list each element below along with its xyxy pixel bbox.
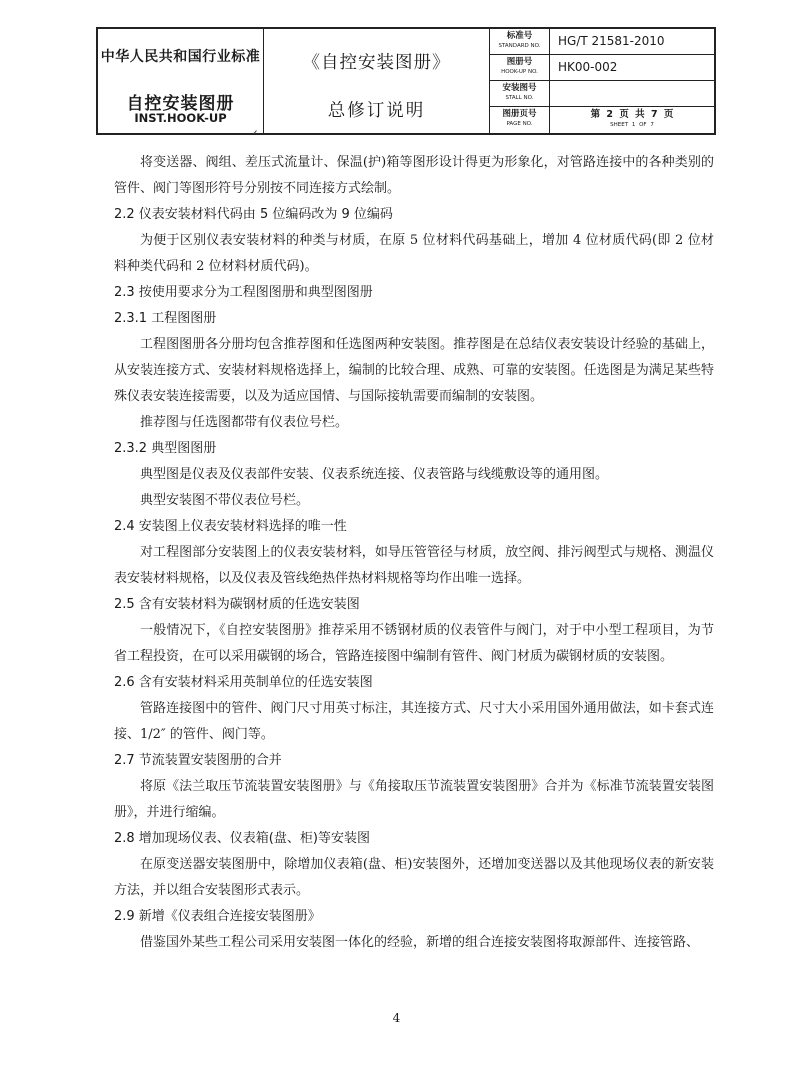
hookup-no-label-en: HOOK-UP NO. — [501, 69, 538, 75]
paragraph: 为便于区别仪表安装材料的种类与材质，在原 5 位材料代码基础上，增加 4 位材质代码(即 2 位材料种类代码和 2 位材料材质代码)。 — [114, 233, 714, 274]
section-heading: 2.4 安装图上仪表安装材料选择的唯一性 — [114, 519, 347, 534]
title-block — [96, 27, 716, 135]
section-heading: 2.8 增加现场仪表、仪表箱(盘、柜)等安装图 — [114, 831, 370, 846]
page-no-label-en: PAGE NO. — [506, 121, 533, 127]
stall-no-label-en: STALL NO. — [505, 95, 534, 101]
standard-no-row — [490, 29, 714, 55]
hookup-no-row — [490, 55, 714, 81]
document-body — [114, 150, 714, 956]
stall-no-row — [490, 81, 714, 107]
paragraph: 借鉴国外某些工程公司采用安装图一体化的经验，新增的组合连接安装图将取源部件、连接管路、 — [140, 935, 700, 950]
section-heading: 2.3.2 典型图图册 — [114, 441, 217, 456]
section-heading: 2.2 仪表安装材料代码由 5 位编码改为 9 位编码 — [114, 207, 393, 222]
doc-title: 总修订说明 — [327, 101, 426, 121]
section-heading: 2.7 节流装置安装图册的合并 — [114, 753, 282, 768]
atlas-title: 《自控安装图册》 — [302, 53, 451, 73]
section-heading: 2.5 含有安装材料为碳钢材质的任选安装图 — [114, 597, 360, 612]
paragraph: 典型图是仪表及仪表部件安装、仪表系统连接、仪表管路与线缆敷设等的通用图。 — [140, 467, 609, 482]
atlas-name-en: INST.HOOK-UP — [134, 111, 227, 125]
section-heading: 2.6 含有安装材料采用英制单位的任选安装图 — [114, 675, 373, 690]
paragraph: 将原《法兰取压节流装置安装图册》与《角接取压节流装置安装图册》合并为《标准节流装置安装图册》，并进行缩编。 — [114, 779, 714, 820]
standard-cell — [98, 29, 264, 133]
page-info-cn: 第 2 页 共 7 页 — [590, 109, 674, 120]
paragraph: 推荐图与任选图都带有仪表位号栏。 — [140, 415, 349, 430]
hookup-no-value: HK00-002 — [558, 60, 618, 74]
page-number: 4 — [392, 1011, 401, 1025]
stall-no-label: 安装图号 — [502, 83, 537, 93]
paragraph: 典型安装图不带仪表位号栏。 — [140, 493, 310, 508]
page-info — [550, 109, 714, 129]
hookup-no-label: 图册号 — [506, 57, 533, 67]
paragraph: 对工程图部分安装图上的仪表安装材料，如导压管管径与材质，放空阀、排污阀型式与规格、测温仪表安装材料规格，以及仪表及管线绝热伴热材料规格等均作出唯一选择。 — [114, 545, 714, 586]
page-no-row — [490, 107, 714, 133]
page-info-en: SHEET 1 OF 7 — [610, 122, 654, 128]
standard-no-value: HG/T 21581-2010 — [558, 34, 665, 48]
title-cell — [264, 29, 490, 133]
info-grid — [490, 29, 714, 133]
paragraph: 一般情况下，《自控安装图册》推荐采用不锈钢材质的仪表管件与阀门，对于中小型工程项目，为节省工程投资，在可以采用碳钢的场合，管路连接图中编制有管件、阀门材质为碳钢材质的安装图。 — [114, 623, 714, 664]
section-heading: 2.3.1 工程图图册 — [114, 311, 217, 326]
paragraph: 工程图图册各分册均包含推荐图和任选图两种安装图。推荐图是在总结仪表安装设计经验的基础上，从安装连接方式、安装材料规格选择上，编制的比较合理、成熟、可靠的安装图。任选图是为满足某些特殊仪表安装连接需要，以及为适应国情、与国际接轨需要而编制的安装图。 — [114, 337, 714, 404]
paragraph: 管路连接图中的管件、阀门尺寸用英寸标注，其连接方式、尺寸大小采用国外通用做法，如卡套式连接、1/2″ 的管件、阀门等。 — [114, 701, 714, 742]
page-no-label: 图册页号 — [502, 109, 537, 119]
section-heading: 2.3 按使用要求分为工程图图册和典型图图册 — [114, 285, 373, 300]
paragraph: 在原变送器安装图册中，除增加仪表箱(盘、柜)安装图外，还增加变送器以及其他现场仪表的新安装方法，并以组合安装图形式表示。 — [114, 857, 714, 898]
paragraph: 将变送器、阀组、差压式流量计、保温(护)箱等图形设计得更为形象化，对管路连接中的各种类别的管件、阀门等图形符号分别按不同连接方式绘制。 — [114, 155, 714, 196]
section-heading: 2.9 新增《仪表组合连接安装图册》 — [114, 909, 321, 924]
atlas-name: 自控安装图册 — [126, 94, 235, 114]
standard-no-label: 标准号 — [506, 31, 533, 41]
standard-org: 中华人民共和国行业标准 — [100, 49, 261, 65]
standard-no-label-en: STANDARD NO. — [498, 43, 541, 49]
